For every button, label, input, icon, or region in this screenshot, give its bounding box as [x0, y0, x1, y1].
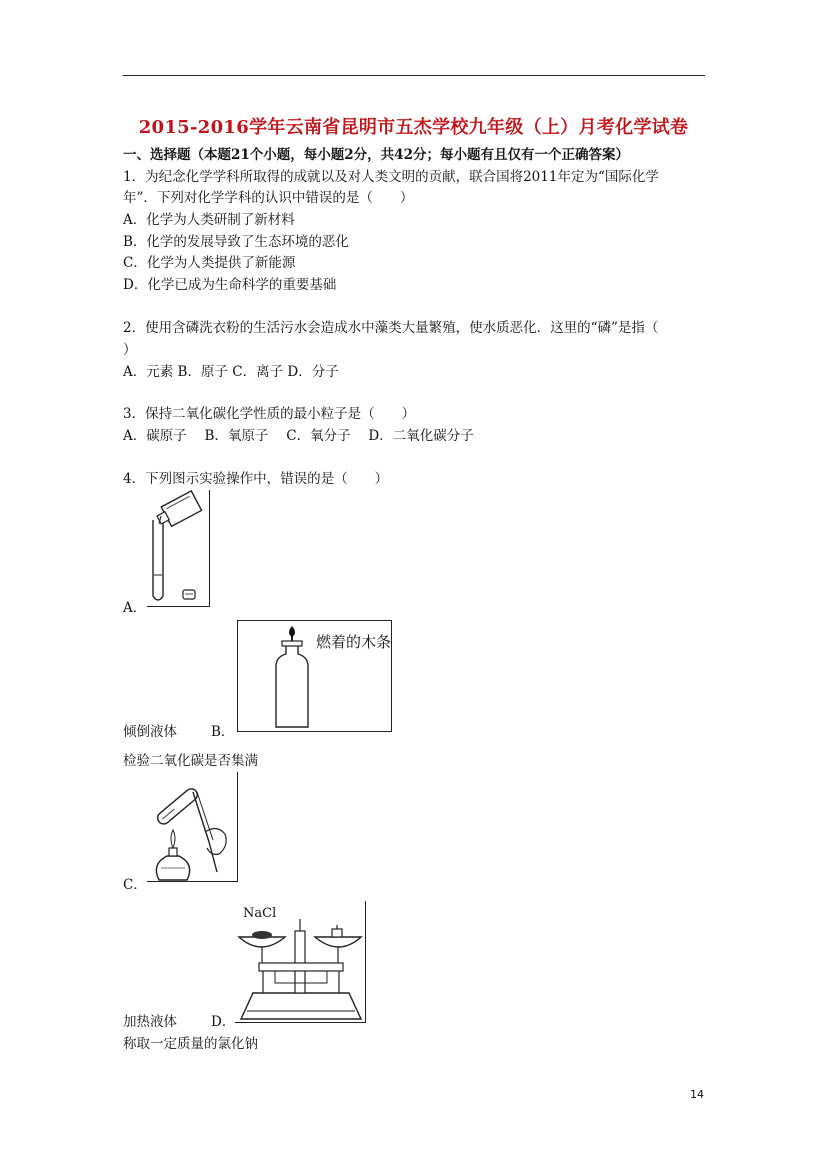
q3-stem: 3．保持二氧化碳化学性质的最小粒子是（ ）	[123, 406, 416, 422]
q4-stem: 4．下列图示实验操作中，错误的是（ ）	[123, 471, 389, 487]
q4-caption-a: 倾倒液体	[123, 724, 177, 740]
q3-options: A．碳原子 B．氧原子 C．氧分子 D．二氧化碳分子	[123, 428, 474, 444]
q4-caption-b: 检验二氧化碳是否集满	[123, 753, 258, 769]
q4-caption-d: 称取一定质量的氯化钠	[123, 1036, 258, 1052]
figure-a-pouring-liquid	[147, 490, 210, 607]
section-heading: 一、选择题（本题21个小题，每小题2分，共42分；每小题有且仅有一个正确答案）	[123, 147, 629, 163]
header-rule	[123, 75, 705, 76]
q2-options: A．元素 B．原子 C．离子 D．分子	[123, 364, 339, 380]
q1-option-b: B．化学的发展导致了生态环境的恶化	[123, 234, 349, 250]
q4-label-d: D．	[211, 1014, 236, 1030]
page-number: 14	[690, 1088, 704, 1101]
q4-label-a: A．	[123, 600, 147, 616]
q1-stem-line1: 1．为纪念化学学科所取得的成就以及对人类文明的贡献，联合国将2011年定为“国际化学	[123, 169, 659, 185]
figure-b-co2-test	[237, 620, 392, 732]
q1-option-d: D．化学已成为生命科学的重要基础	[123, 277, 337, 293]
figure-b-label: 燃着的木条	[316, 633, 391, 651]
figure-d-label: NaCl	[243, 906, 277, 921]
figure-d-weighing-nacl	[235, 901, 366, 1023]
q1-stem-line2: 年”．下列对化学学科的认识中错误的是（ ）	[123, 190, 414, 206]
figure-c-heating-liquid	[147, 772, 238, 882]
q2-stem-line2: ）	[123, 342, 137, 358]
q1-option-a: A．化学为人类研制了新材料	[123, 212, 295, 228]
page-title: 2015-2016学年云南省昆明市五杰学校九年级（上）月考化学试卷	[138, 117, 689, 138]
q1-option-c: C．化学为人类提供了新能源	[123, 255, 296, 271]
q4-label-b: B．	[211, 724, 235, 740]
q4-caption-c: 加热液体	[123, 1014, 177, 1030]
q2-stem-line1: 2．使用含磷洗衣粉的生活污水会造成水中藻类大量繁殖，使水质恶化．这里的“磷”是指（	[123, 320, 659, 336]
q4-label-c: C．	[123, 877, 147, 893]
